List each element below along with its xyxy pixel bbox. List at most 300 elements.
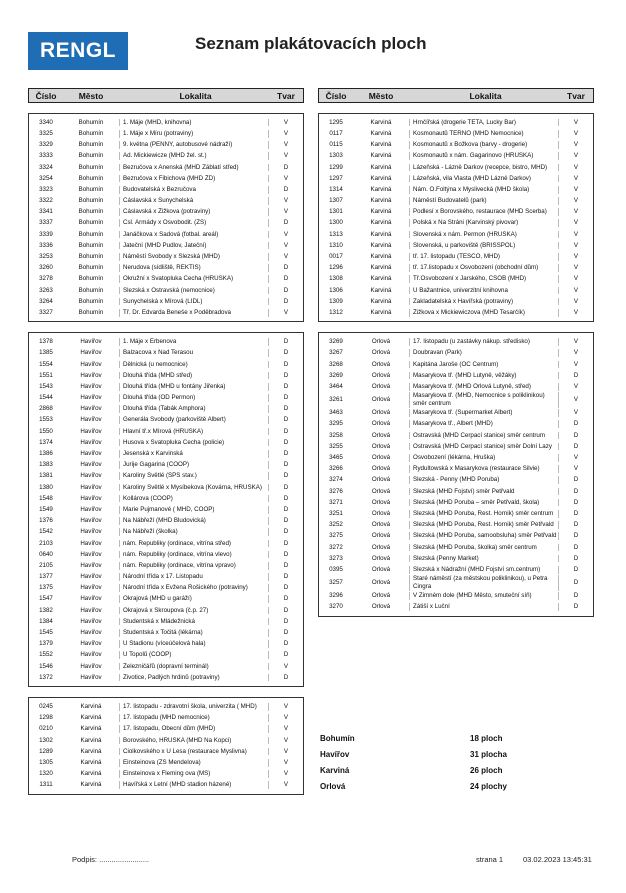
cell-lokalita: Kollárova (COOP): [119, 495, 269, 503]
cell-cislo: 1386: [39, 450, 53, 458]
cell-tvar: V: [573, 338, 579, 346]
cell-cislo: 1298: [39, 714, 53, 722]
cell-mesto: Orlová: [371, 521, 391, 529]
cell-tvar: V: [573, 264, 579, 272]
cell-mesto: Orlová: [371, 420, 391, 428]
cell-cislo: 2868: [39, 405, 53, 413]
cell-cislo: 1295: [329, 118, 343, 126]
cell-cislo: 3276: [329, 487, 343, 495]
table-header: [318, 88, 594, 103]
cell-mesto: Karviná: [80, 725, 102, 733]
table-row: [29, 296, 303, 307]
cell-mesto: Bohumín: [78, 286, 104, 294]
cell-tvar: V: [283, 129, 289, 137]
cell-tvar: D: [283, 584, 289, 592]
cell-cislo: 1302: [39, 736, 53, 744]
cell-tvar: V: [283, 758, 289, 766]
cell-tvar: V: [573, 163, 579, 171]
table-row: [319, 285, 593, 296]
summary-row: [320, 730, 600, 746]
cell-cislo: 3339: [39, 230, 53, 238]
cell-lokalita: 1. Máje (MHD, knihovna): [119, 119, 269, 127]
table-row: [29, 128, 303, 139]
cell-cislo: 1548: [39, 494, 53, 502]
cell-tvar: V: [573, 308, 579, 316]
cell-cislo: 3296: [329, 592, 343, 600]
cell-lokalita: Slezská x Nádražní (MHD Fojství sm.centrum): [409, 566, 559, 574]
cell-mesto: Havířov: [80, 394, 102, 402]
cell-tvar: D: [283, 438, 289, 446]
cell-cislo: 3323: [39, 185, 53, 193]
cell-mesto: Karviná: [370, 286, 392, 294]
cell-cislo: 1296: [329, 264, 343, 272]
cell-mesto: Bohumín: [78, 308, 104, 316]
cell-mesto: Bohumín: [78, 219, 104, 227]
cell-mesto: Karviná: [370, 241, 392, 249]
cell-mesto: Havířov: [80, 561, 102, 569]
cell-tvar: D: [283, 640, 289, 648]
cell-mesto: Havířov: [80, 606, 102, 614]
cell-mesto: Orlová: [371, 349, 391, 357]
table-row: [29, 493, 303, 504]
cell-tvar: D: [573, 592, 579, 600]
cell-lokalita: Čáslavská x Žižkova (potraviny): [119, 208, 269, 216]
cell-tvar: V: [573, 382, 579, 390]
cell-lokalita: Šunychelská x Mírová (LIDL): [119, 298, 269, 306]
summary-count: 18 ploch: [470, 733, 503, 743]
cell-lokalita: Kosmonautů x nám. Gagarinovo (HRUŠKA): [409, 152, 559, 160]
table-row: [29, 538, 303, 549]
cell-mesto: Bohumín: [78, 129, 104, 137]
cell-lokalita: Bezručova x Fibichova (MHD ŽD): [119, 175, 269, 183]
cell-cislo: 1312: [329, 308, 343, 316]
table-row: [319, 336, 593, 347]
cell-lokalita: Hrnčířská (drogerie TETA, Lucky Bar): [409, 119, 559, 127]
cell-mesto: Orlová: [371, 409, 391, 417]
cell-tvar: V: [283, 308, 289, 316]
cell-lokalita: Slezská (Penny Market): [409, 555, 559, 563]
cell-tvar: D: [283, 539, 289, 547]
cell-lokalita: Studentská x Mládežnická: [119, 618, 269, 626]
cell-tvar: D: [283, 163, 289, 171]
cell-lokalita: Einsteinova (ZŠ Mendelova): [119, 759, 269, 767]
cell-lokalita: Slezská (MHD Fojství) směr Petřvald: [409, 488, 559, 496]
cell-lokalita: Doubravan (Park): [409, 349, 559, 357]
summary-city: Karviná: [320, 765, 350, 775]
cell-mesto: Havířov: [80, 539, 102, 547]
cell-tvar: D: [573, 543, 579, 551]
cell-mesto: Bohumín: [78, 141, 104, 149]
header-lokalita: Lokalita: [179, 90, 212, 101]
table-row: [29, 285, 303, 296]
table-row: [319, 452, 593, 463]
cell-mesto: Havířov: [80, 427, 102, 435]
cell-tvar: V: [573, 253, 579, 261]
cell-cislo: 1309: [329, 297, 343, 305]
table-row: [29, 207, 303, 218]
cell-tvar: V: [283, 253, 289, 261]
cell-lokalita: Janáčkova x Sadová (fotbal. areál): [119, 231, 269, 239]
cell-mesto: Orlová: [371, 603, 391, 611]
header-tvar: Tvar: [567, 90, 585, 101]
table-row: [29, 746, 303, 757]
table-row: [29, 780, 303, 791]
cell-tvar: V: [573, 230, 579, 238]
cell-tvar: V: [573, 118, 579, 126]
cell-cislo: 3253: [39, 253, 53, 261]
cell-mesto: Karviná: [370, 275, 392, 283]
table-row: [29, 627, 303, 638]
cell-tvar: D: [283, 651, 289, 659]
table-row: [29, 712, 303, 723]
table-row: [29, 348, 303, 359]
cell-lokalita: Kosmonautů x Božkova (barvy - drogerie): [409, 141, 559, 149]
cell-tvar: D: [283, 427, 289, 435]
cell-tvar: D: [283, 483, 289, 491]
cell-lokalita: 1. Máje x Míru (potraviny): [119, 130, 269, 138]
cell-mesto: Karviná: [80, 770, 102, 778]
table-row: [29, 459, 303, 470]
cell-tvar: V: [573, 174, 579, 182]
cell-cislo: 3464: [329, 382, 343, 390]
cell-mesto: Karviná: [80, 714, 102, 722]
table-row: [319, 184, 593, 195]
cell-cislo: 1378: [39, 338, 53, 346]
summary-row: [320, 746, 600, 762]
page-title: Seznam plakátovacích ploch: [195, 34, 427, 53]
cell-mesto: Orlová: [371, 396, 391, 404]
cell-lokalita: Hlavní tř.x Mírová (HRUŠKA): [119, 428, 269, 436]
cell-tvar: D: [283, 394, 289, 402]
cell-cislo: 1372: [39, 673, 53, 681]
cell-cislo: 1544: [39, 394, 53, 402]
cell-mesto: Bohumín: [78, 185, 104, 193]
table-row: [29, 757, 303, 768]
cell-mesto: Karviná: [370, 219, 392, 227]
cell-cislo: 0640: [39, 550, 53, 558]
cell-tvar: D: [283, 606, 289, 614]
cell-tvar: D: [573, 565, 579, 573]
cell-mesto: Havířov: [80, 651, 102, 659]
table-row: [319, 519, 593, 530]
table-row: [319, 162, 593, 173]
table-row: [319, 486, 593, 497]
cell-mesto: Havířov: [80, 505, 102, 513]
cell-tvar: D: [283, 573, 289, 581]
cell-cislo: 0395: [329, 565, 343, 573]
cell-tvar: D: [283, 673, 289, 681]
location-block: [28, 697, 304, 795]
cell-cislo: 3337: [39, 219, 53, 227]
cell-tvar: V: [573, 297, 579, 305]
cell-cislo: 3465: [329, 454, 343, 462]
cell-mesto: Karviná: [80, 747, 102, 755]
table-row: [29, 724, 303, 735]
cell-cislo: 3336: [39, 241, 53, 249]
cell-tvar: D: [283, 505, 289, 513]
cell-mesto: Karviná: [370, 163, 392, 171]
cell-tvar: V: [283, 152, 289, 160]
cell-tvar: V: [283, 736, 289, 744]
cell-mesto: Bohumín: [78, 208, 104, 216]
table-row: [29, 139, 303, 150]
cell-tvar: V: [573, 349, 579, 357]
cell-cislo: 0245: [39, 702, 53, 710]
cell-cislo: 3257: [329, 579, 343, 587]
cell-lokalita: Lázeňská - Lázně Darkov (recepce, bistro, MHD): [409, 164, 559, 172]
table-row: [29, 650, 303, 661]
cell-tvar: V: [573, 360, 579, 368]
cell-tvar: D: [283, 416, 289, 424]
cell-cislo: 3329: [39, 141, 53, 149]
cell-mesto: Havířov: [80, 371, 102, 379]
cell-lokalita: Čáslavská x Šunychelská: [119, 197, 269, 205]
cell-cislo: 3325: [39, 129, 53, 137]
cell-cislo: 1299: [329, 163, 343, 171]
cell-tvar: V: [573, 409, 579, 417]
cell-tvar: D: [283, 219, 289, 227]
summary-row: [320, 762, 600, 778]
cell-cislo: 1545: [39, 629, 53, 637]
cell-lokalita: Tř.Osvobození x Jarského, ČSOB (MHD): [409, 275, 559, 283]
cell-tvar: V: [573, 219, 579, 227]
cell-tvar: D: [573, 509, 579, 517]
cell-lokalita: Podlesí x Borovského, restaurace (MHD Šcerba): [409, 208, 559, 216]
cell-mesto: Karviná: [370, 129, 392, 137]
cell-cislo: 1306: [329, 286, 343, 294]
cell-lokalita: Dlouhá třída (MHD u fontány Jiřenka): [119, 383, 269, 391]
cell-lokalita: Masarykova tř. (Supermarket Albert): [409, 409, 559, 417]
table-row: [29, 504, 303, 515]
cell-cislo: 3278: [39, 275, 53, 283]
cell-lokalita: 17. listopadu (MHD nemocnice): [119, 714, 269, 722]
cell-tvar: V: [283, 208, 289, 216]
cell-lokalita: Osvobození (lékárna, Hruška): [409, 454, 559, 462]
cell-cislo: 1301: [329, 208, 343, 216]
cell-mesto: Orlová: [371, 476, 391, 484]
cell-cislo: 1550: [39, 427, 53, 435]
header-lokalita: Lokalita: [469, 90, 502, 101]
cell-lokalita: Masarykova tř. (MHD Lutyně, věžáky): [409, 372, 559, 380]
table-row: [319, 173, 593, 184]
cell-cislo: 1300: [329, 219, 343, 227]
cell-tvar: V: [283, 230, 289, 238]
cell-mesto: Karviná: [80, 736, 102, 744]
table-row: [29, 162, 303, 173]
table-row: [29, 527, 303, 538]
table-row: [29, 404, 303, 415]
cell-lokalita: tř. 17.listopadu x Osvobození (obchodní dům): [409, 264, 559, 272]
cell-tvar: V: [283, 770, 289, 778]
table-header: [28, 88, 304, 103]
cell-tvar: D: [573, 431, 579, 439]
summary: [320, 730, 600, 794]
cell-tvar: D: [573, 603, 579, 611]
cell-cislo: 3272: [329, 543, 343, 551]
cell-mesto: Bohumín: [78, 118, 104, 126]
cell-mesto: Orlová: [371, 509, 391, 517]
cell-tvar: D: [283, 286, 289, 294]
table-row: [319, 262, 593, 273]
cell-cislo: 3341: [39, 208, 53, 216]
summary-count: 24 plochy: [470, 781, 507, 791]
cell-lokalita: U Topolů (COOP): [119, 651, 269, 659]
table-row: [29, 415, 303, 426]
cell-tvar: V: [573, 454, 579, 462]
cell-mesto: Havířov: [80, 360, 102, 368]
cell-tvar: V: [573, 197, 579, 205]
cell-cislo: 1381: [39, 472, 53, 480]
cell-tvar: V: [573, 275, 579, 283]
cell-lokalita: Borovského, HRUŠKA (MHD Na Kopci): [119, 737, 269, 745]
cell-cislo: 1542: [39, 528, 53, 536]
table-row: [29, 359, 303, 370]
cell-cislo: 1549: [39, 505, 53, 513]
cell-mesto: Havířov: [80, 450, 102, 458]
cell-cislo: 1383: [39, 461, 53, 469]
cell-mesto: Orlová: [371, 565, 391, 573]
cell-lokalita: Slezská (MHD Poruba, Rest. Hornik) směr Petřvald: [409, 521, 559, 529]
cell-cislo: 1307: [329, 197, 343, 205]
header-mesto: Město: [368, 90, 394, 101]
table-row: [319, 441, 593, 452]
cell-lokalita: Karoliny Světlé (SPŠ stav.): [119, 472, 269, 480]
table-row: [319, 296, 593, 307]
cell-tvar: V: [283, 781, 289, 789]
signature-line: Podpis: ........................: [72, 855, 150, 864]
cell-lokalita: Kosmonautů TERNO (MHD Nemocnice): [409, 130, 559, 138]
table-row: [29, 336, 303, 347]
cell-mesto: Karviná: [80, 758, 102, 766]
cell-cislo: 3275: [329, 532, 343, 540]
cell-lokalita: nám. Republiky (ordinace, vitrína vpravo): [119, 562, 269, 570]
table-row: [319, 430, 593, 441]
cell-lokalita: Dlouhá třída (MHD střed): [119, 372, 269, 380]
cell-mesto: Havířov: [80, 584, 102, 592]
table-row: [29, 307, 303, 318]
cell-lokalita: Rydultowská x Masarykova (restaurace Silvie): [409, 465, 559, 473]
cell-lokalita: Tř. Dr. Edvarda Beneše x Poděbradova: [119, 309, 269, 317]
cell-mesto: Orlová: [371, 498, 391, 506]
cell-tvar: D: [573, 554, 579, 562]
cell-mesto: Bohumín: [78, 163, 104, 171]
cell-cislo: 1310: [329, 241, 343, 249]
cell-tvar: D: [573, 371, 579, 379]
cell-mesto: Bohumín: [78, 297, 104, 305]
cell-tvar: V: [573, 465, 579, 473]
cell-lokalita: Národní třída x 17. Listopadu: [119, 573, 269, 581]
cell-tvar: D: [283, 494, 289, 502]
cell-lokalita: 1. Máje x Erbenova: [119, 338, 269, 346]
table-row: [29, 448, 303, 459]
cell-lokalita: Budovatelská x Bezručova: [119, 186, 269, 194]
cell-tvar: V: [573, 152, 579, 160]
cell-mesto: Karviná: [370, 197, 392, 205]
cell-lokalita: Dlouhá třída (OD Permon): [119, 394, 269, 402]
cell-cislo: 3324: [39, 163, 53, 171]
cell-mesto: Bohumín: [78, 152, 104, 160]
cell-tvar: V: [573, 396, 579, 404]
table-row: [319, 392, 593, 407]
table-row: [319, 408, 593, 419]
cell-cislo: 3268: [329, 360, 343, 368]
cell-tvar: V: [573, 129, 579, 137]
cell-tvar: D: [283, 264, 289, 272]
cell-tvar: D: [573, 521, 579, 529]
cell-mesto: Havířov: [80, 472, 102, 480]
cell-cislo: 1543: [39, 382, 53, 390]
cell-cislo: 1385: [39, 349, 53, 357]
location-block: [28, 113, 304, 322]
cell-cislo: 3269: [329, 338, 343, 346]
cell-tvar: D: [283, 461, 289, 469]
cell-tvar: D: [283, 550, 289, 558]
cell-mesto: Havířov: [80, 550, 102, 558]
cell-mesto: Orlová: [371, 532, 391, 540]
cell-lokalita: Slezská (MHD Poruba, školka) směr centrum: [409, 544, 559, 552]
cell-cislo: 3333: [39, 152, 53, 160]
table-row: [319, 218, 593, 229]
cell-lokalita: Ad. Mickiewicze (MHD žel. st.): [119, 152, 269, 160]
cell-lokalita: U Bažantnice, univerzitní knihovna: [409, 287, 559, 295]
cell-cislo: 3255: [329, 442, 343, 450]
table-row: [29, 426, 303, 437]
cell-tvar: V: [283, 197, 289, 205]
cell-mesto: Havířov: [80, 494, 102, 502]
cell-mesto: Karviná: [370, 152, 392, 160]
cell-lokalita: Slovenská x nám. Permon (HRUŠKA): [409, 231, 559, 239]
location-block: [318, 113, 594, 322]
table-row: [319, 419, 593, 430]
cell-mesto: Karviná: [370, 174, 392, 182]
cell-cislo: 3463: [329, 409, 343, 417]
table-row: [29, 218, 303, 229]
cell-cislo: 3260: [39, 264, 53, 272]
cell-mesto: Karviná: [370, 264, 392, 272]
cell-cislo: 3327: [39, 308, 53, 316]
cell-tvar: D: [283, 405, 289, 413]
cell-cislo: 3251: [329, 509, 343, 517]
table-row: [29, 515, 303, 526]
cell-mesto: Orlová: [371, 442, 391, 450]
cell-tvar: D: [283, 371, 289, 379]
header-cislo: Číslo: [35, 90, 57, 101]
cell-cislo: 3269: [329, 371, 343, 379]
cell-cislo: 3264: [39, 297, 53, 305]
table-row: [319, 348, 593, 359]
cell-cislo: 3271: [329, 498, 343, 506]
cell-tvar: D: [283, 629, 289, 637]
table-row: [29, 195, 303, 206]
cell-mesto: Bohumín: [78, 253, 104, 261]
cell-lokalita: Staré náměstí (za městskou poliklinikou), u Petra Cingra: [409, 575, 559, 590]
cell-cislo: 3295: [329, 420, 343, 428]
cell-cislo: 1314: [329, 185, 343, 193]
cell-mesto: Havířov: [80, 349, 102, 357]
cell-lokalita: Náměstí Budovatelů (park): [409, 197, 559, 205]
table-row: [319, 139, 593, 150]
cell-lokalita: Einsteinova x Fleming ova (MŠ): [119, 770, 269, 778]
cell-cislo: 3266: [329, 465, 343, 473]
cell-tvar: V: [573, 141, 579, 149]
summary-city: Orlová: [320, 781, 346, 791]
table-row: [29, 482, 303, 493]
cell-lokalita: Na Nábřeží (MHD Bludovická): [119, 517, 269, 525]
table-row: [29, 768, 303, 779]
cell-cislo: 3258: [329, 431, 343, 439]
cell-mesto: Karviná: [370, 141, 392, 149]
cell-mesto: Havířov: [80, 640, 102, 648]
